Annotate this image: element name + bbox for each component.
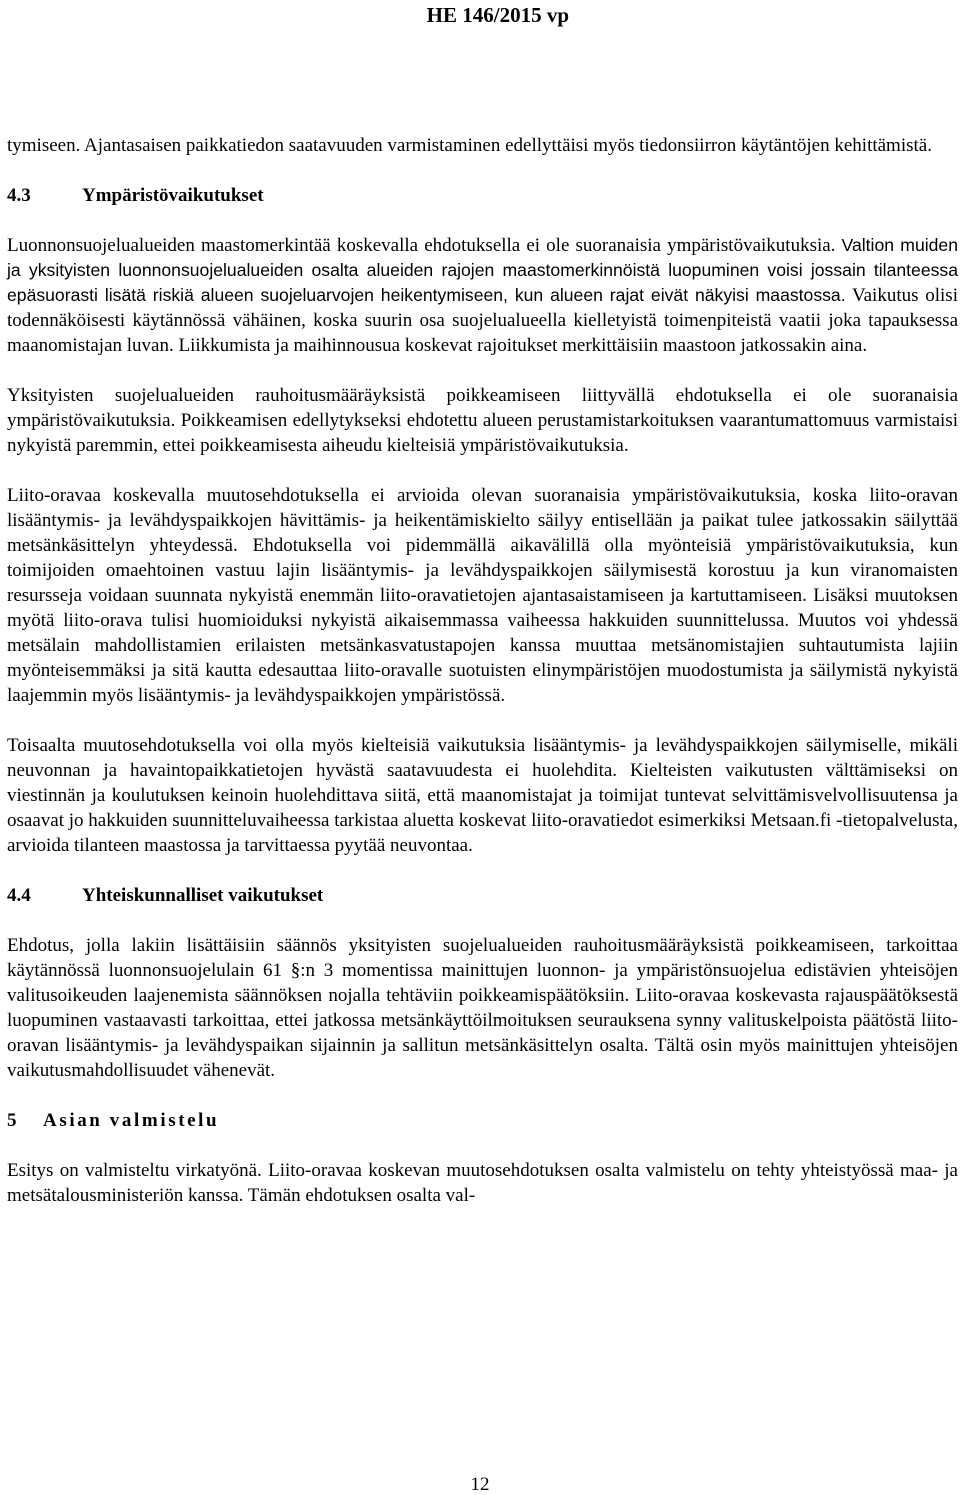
heading-number: 4.4 bbox=[7, 885, 31, 906]
sentence-serif: Vaikutus olisi todennäköisesti käytännössä vähäinen, koska suurin osa suojelualueella kielletyistä toimenpiteistä vaatii joka tapauksessa maanomistajan luvan. bbox=[7, 285, 958, 356]
paragraph-preparation: Esitys on valmisteltu virkatyönä. Liito-oravaa koskevan muutosehdotuksen osalta valmistelu on tehty yhteistyössä maa- ja metsätalousministeriön kanssa. Tämän ehdotuksen osalta val- bbox=[7, 1160, 958, 1206]
page-body bbox=[7, 133, 958, 1208]
heading-number: 5 bbox=[7, 1110, 17, 1131]
heading-title: Yhteiskunnalliset vaikutukset bbox=[82, 885, 324, 906]
heading-title: Asian valmistelu bbox=[43, 1110, 220, 1131]
paragraph-societal: Ehdotus, jolla lakiin lisättäisiin säännös yksityisten suojelualueiden rauhoitusmääräyksistä poikkeamiseen, tarkoittaa käytännössä luonnonsuojelulain 61 §:n 3 momentissa mainittujen luonnon- ja ympäristönsuojelua edistävien yhteisöjen valitusoikeuden laajenemista säännöksen nojalla tehtäviin poikkeamispäätöksiin. Liito-oravaa koskevasta rajauspäätöksestä luopuminen vastaavasti tarkoittaa, ettei jatkossa metsänkäyttöilmoituksen seurauksena synny valituskelpoista päätöstä liito-oravan lisääntymis- ja levähdyspaikan sijainnin ja sallitun metsänkäsittelyn osalta. Tältä osin myös mainittujen yhteisöjen vaikutusmahdollisuudet vähenevät. bbox=[7, 935, 958, 1081]
paragraph-environment bbox=[7, 233, 958, 358]
heading-5 bbox=[7, 1108, 958, 1133]
paragraph-intro: tymiseen. Ajantasaisen paikkatiedon saatavuuden varmistaminen edellyttäisi myös tiedonsiirron käytäntöjen kehittämistä. bbox=[7, 135, 932, 156]
paragraph-negative-effects: Toisaalta muutosehdotuksella voi olla myös kielteisiä vaikutuksia lisääntymis- ja levähdyspaikkojen säilymiselle, mikäli neuvonnan ja havaintopaikkatietojen hyvästä saatavuudesta ei huolehdita. Kielteisten vaikutusten välttämiseksi on viestinnän ja koulutuksen keinoin huolehdittava siitä, että maanomistajat ja toimijat tuntevat selvittämisvelvollisuutensa ja osaavat jo hakkuiden suunnitteluvaiheessa tarkistaa aluetta koskevat liito-oravatiedot esimerkiksi Metsaan.fi -tietopalvelusta, arvioida tilanteen maastossa ja tarvittaessa pyytää neuvontaa. bbox=[7, 735, 958, 856]
heading-number: 4.3 bbox=[7, 185, 31, 206]
sentence-serif: Luonnonsuojelualueiden maastomerkintää koskevalla ehdotuksella ei ole suoranaisia ympäristövaikutuksia. bbox=[7, 235, 836, 256]
heading-4-4 bbox=[7, 883, 958, 908]
running-header: HE 146/2015 vp bbox=[426, 3, 569, 27]
heading-title: Ympäristövaikutukset bbox=[82, 185, 264, 206]
paragraph-private-areas: Yksityisten suojelualueiden rauhoitusmääräyksistä poikkeamiseen liittyvällä ehdotuksella ei ole suoranaisia ympäristövaikutuksia. Poikkeamisen edellytykseksi ehdotettu alueen perustamistarkoituksen vaarantumattomuus varmistaisi nykyistä paremmin, ettei poikkeamisesta aiheudu kielteisiä ympäristövaikutuksia. bbox=[7, 385, 958, 456]
paragraph-flying-squirrel: Liito-oravaa koskevalla muutosehdotuksella ei arvioida olevan suoranaisia ympäristövaikutuksia, koska liito-oravan lisääntymis- ja levähdyspaikkojen hävittämis- ja heikentämiskielto säilyy entisellään ja paikat tulee jatkossakin säilyttää metsänkäsittelyn yhteydessä. Ehdotuksella voi pidemmällä aikavälillä olla myönteisiä ympäristövaikutuksia, kun toimijoiden omaehtoinen vastuu lajin lisääntymis- ja levähdyspaikkojen säilymisestä korostuu ja kun viranomaisten resursseja voidaan suunnata nykyistä enemmän liito-oravatietojen ajantasaistamiseen ja kartuttamiseen. Lisäksi muutoksen myötä liito-orava tulisi huomioiduksi nykyistä aikaisemmassa vaiheessa hakkuiden suunnittelussa. Muutos voi yhdessä metsälain mahdollistamien erilaisten metsänkasvatustapojen kanssa muuttaa metsänomistajien suhtautumista lajiin myönteisemmäksi ja sitä kautta edesauttaa liito-oravalle suotuisten elinympäristöjen muodostumista ja säilymistä nykyistä laajemmin myös lisääntymis- ja levähdyspaikkojen ympäristössä. bbox=[7, 485, 958, 706]
page-number: 12 bbox=[470, 1474, 490, 1495]
heading-4-3 bbox=[7, 183, 958, 208]
sentence-serif: Liikkumista ja maihinnousua koskevat rajoitukset merkittäisiin maastoon jatkossakin aina. bbox=[178, 335, 868, 356]
sentence-sans: Valtion muiden ja yksityisten luonnonsuojelualueiden osalta alueiden rajojen maastomerkinnöistä luopuminen voisi jossain tilanteessa epäsuorasti lisätä riskiä alueen suojeluarvojen heikentymiseen, kun alueen rajat eivät näkyisi maastossa. bbox=[7, 235, 958, 305]
